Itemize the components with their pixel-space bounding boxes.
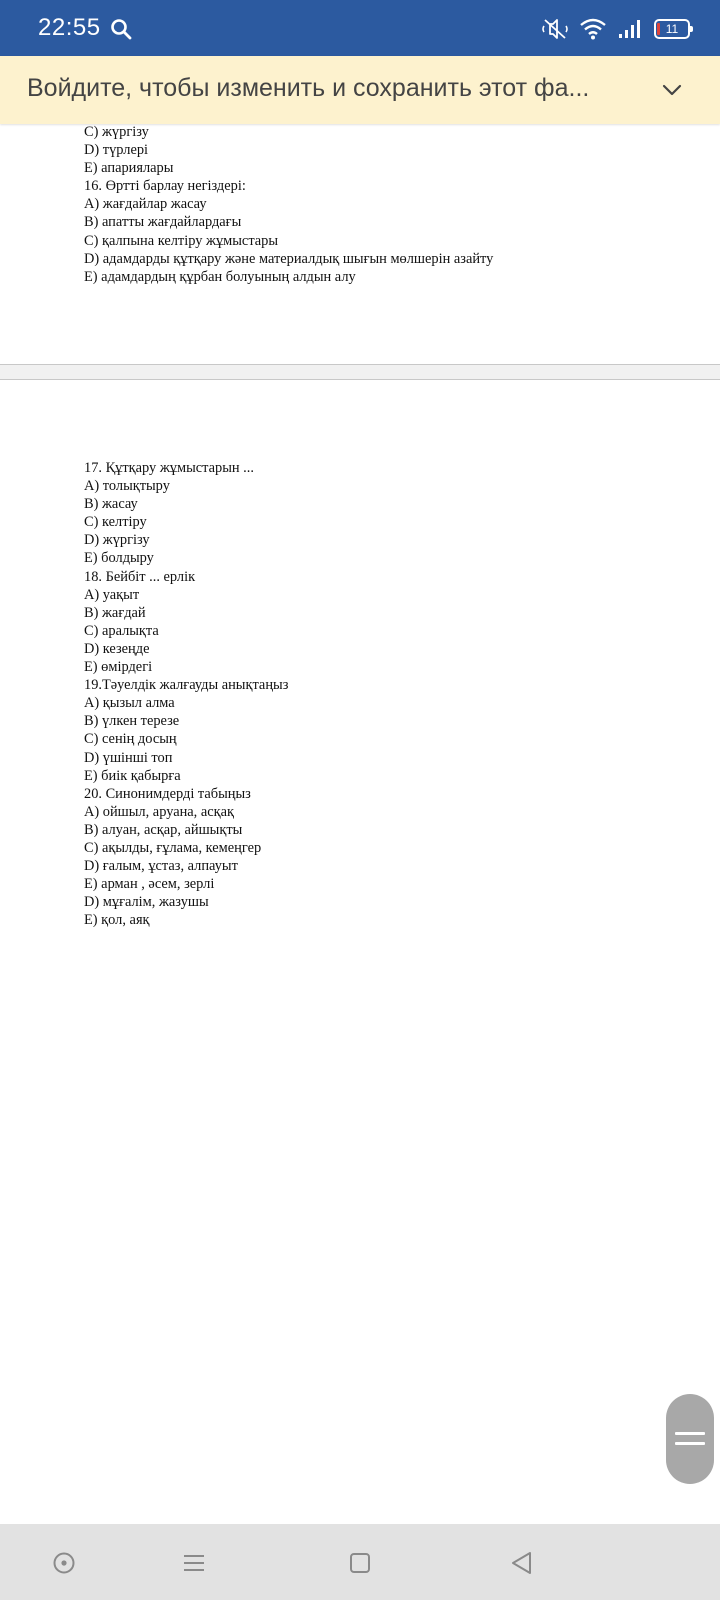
signal-icon	[618, 19, 642, 39]
doc-line: А) ойшыл, аруана, асқақ	[84, 803, 235, 820]
home-square-icon[interactable]	[346, 1549, 374, 1577]
page-divider	[0, 364, 720, 380]
doc-line: В) жасау	[84, 496, 138, 513]
doc-line: Е) болдыру	[84, 550, 154, 567]
navigation-bar	[0, 1524, 720, 1600]
doc-line: Е) адамдардың құрбан болуының алдын алу	[84, 268, 356, 285]
doc-line: С) сенің досың	[84, 731, 177, 748]
doc-line: В) үлкен терезе	[84, 713, 180, 730]
doc-line: 19.Тәуелдік жалғауды анықтаңыз	[84, 677, 289, 694]
doc-line: Е) өмірдегі	[84, 659, 153, 676]
doc-line: В) апатты жағдайлардағы	[84, 214, 242, 231]
menu-icon[interactable]	[180, 1549, 208, 1577]
mute-icon	[542, 18, 568, 40]
battery-icon	[654, 19, 690, 39]
doc-line: D) кезеңде	[84, 640, 150, 657]
doc-line: 20. Синонимдерді табыңыз	[84, 785, 251, 802]
scroll-handle-line	[675, 1432, 705, 1435]
status-icons	[542, 16, 690, 42]
doc-line: С) қалпына келтіру жұмыстары	[84, 232, 279, 249]
doc-line: С) жүргізу	[84, 124, 149, 140]
doc-line: С) аралықта	[84, 622, 159, 639]
document-page-1	[84, 123, 493, 286]
doc-line: Е) биік қабырға	[84, 767, 181, 784]
doc-line: 16. Өртті барлау негіздері:	[84, 178, 246, 195]
signin-banner-text[interactable]: Войдите, чтобы изменить и сохранить этот фа...	[27, 74, 590, 102]
doc-line: С) ақылды, ғұлама, кемеңгер	[84, 839, 262, 856]
doc-line: С) келтіру	[84, 514, 147, 531]
document-page-2	[84, 459, 288, 929]
doc-line: 17. Құтқару жұмыстарын ...	[84, 460, 254, 476]
scroll-handle-line	[675, 1442, 705, 1445]
doc-line: В) алуан, асқар, айшықты	[84, 821, 243, 838]
doc-line: D) түрлері	[84, 142, 149, 159]
assistant-icon[interactable]	[50, 1549, 78, 1577]
doc-line: D) адамдарды құтқару және материалдық шығын мөлшерін азайту	[84, 250, 494, 267]
status-time: 22:55	[38, 14, 101, 41]
signin-banner[interactable]	[0, 56, 720, 124]
battery-level: 11	[665, 22, 679, 36]
doc-line: В) жағдай	[84, 604, 146, 621]
doc-line: 18. Бейбіт ... ерлік	[84, 568, 196, 585]
doc-line: Е) қол, аяқ	[84, 912, 150, 929]
doc-line: А) уақыт	[84, 586, 140, 603]
search-icon[interactable]	[110, 18, 132, 40]
wifi-icon	[580, 18, 606, 40]
doc-line: Е) арман , әсем, зерлі	[84, 876, 215, 893]
doc-line: D) ғалым, ұстаз, алпауыт	[84, 858, 238, 875]
scroll-handle-icon[interactable]	[666, 1394, 714, 1484]
doc-line: Е) апариялары	[84, 160, 174, 177]
status-bar	[0, 0, 720, 56]
doc-line: D) жүргізу	[84, 532, 150, 549]
doc-line: А) қызыл алма	[84, 695, 175, 712]
back-triangle-icon[interactable]	[508, 1549, 536, 1577]
doc-line: А) толықтыру	[84, 478, 170, 495]
doc-line: А) жағдайлар жасау	[84, 196, 207, 213]
chevron-down-icon[interactable]	[660, 78, 684, 102]
doc-line: D) мұғалім, жазушы	[84, 894, 209, 911]
doc-line: D) үшінші топ	[84, 749, 173, 766]
